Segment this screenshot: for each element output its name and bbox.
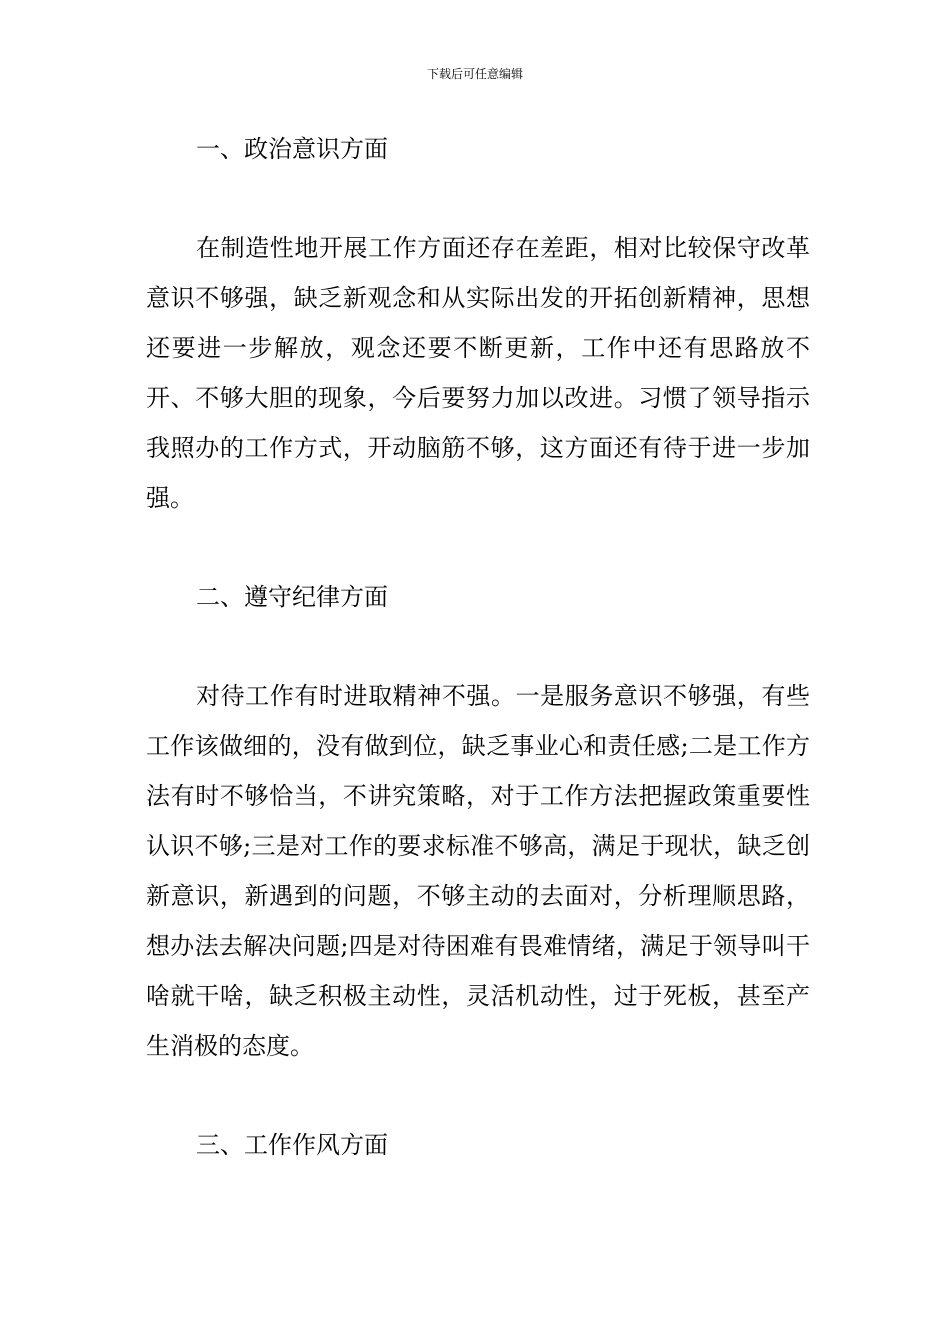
section-heading-discipline: 二、遵守纪律方面 [196,583,388,611]
section-paragraph-political-awareness: 在制造性地开展工作方面还存在差距，相对比较保守改革意识不够强，缺乏新观念和从实际出发的开拓创新精神，思想还要进一步解放，观念还要不断更新，工作中还有思路放不开、不够大胆的现象，今后要努力加以改进。习惯了领导指示我照办的工作方式，开动脑筋不够，这方面还有待于进一步加强。 [146,234,810,512]
page-header-note: 下载后可任意编辑 [426,67,523,81]
section-heading-political-awareness: 一、政治意识方面 [196,135,388,163]
section-heading-work-style: 三、工作作风方面 [196,1131,388,1159]
section-paragraph-discipline: 对待工作有时进取精神不强。一是服务意识不够强，有些工作该做细的，没有做到位，缺乏事业心和责任感;二是工作方法有时不够恰当，不讲究策略，对于工作方法把握政策重要性认识不够;三是对工作的要求标准不够高，满足于现状，缺乏创新意识，新遇到的问题，不够主动的去面对，分析理顺思路，想办法去解决问题;四是对待困难有畏难情绪，满足于领导叫干啥就干啥，缺乏积极主动性，灵活机动性，过于死板，甚至产生消极的态度。 [146,682,810,1060]
